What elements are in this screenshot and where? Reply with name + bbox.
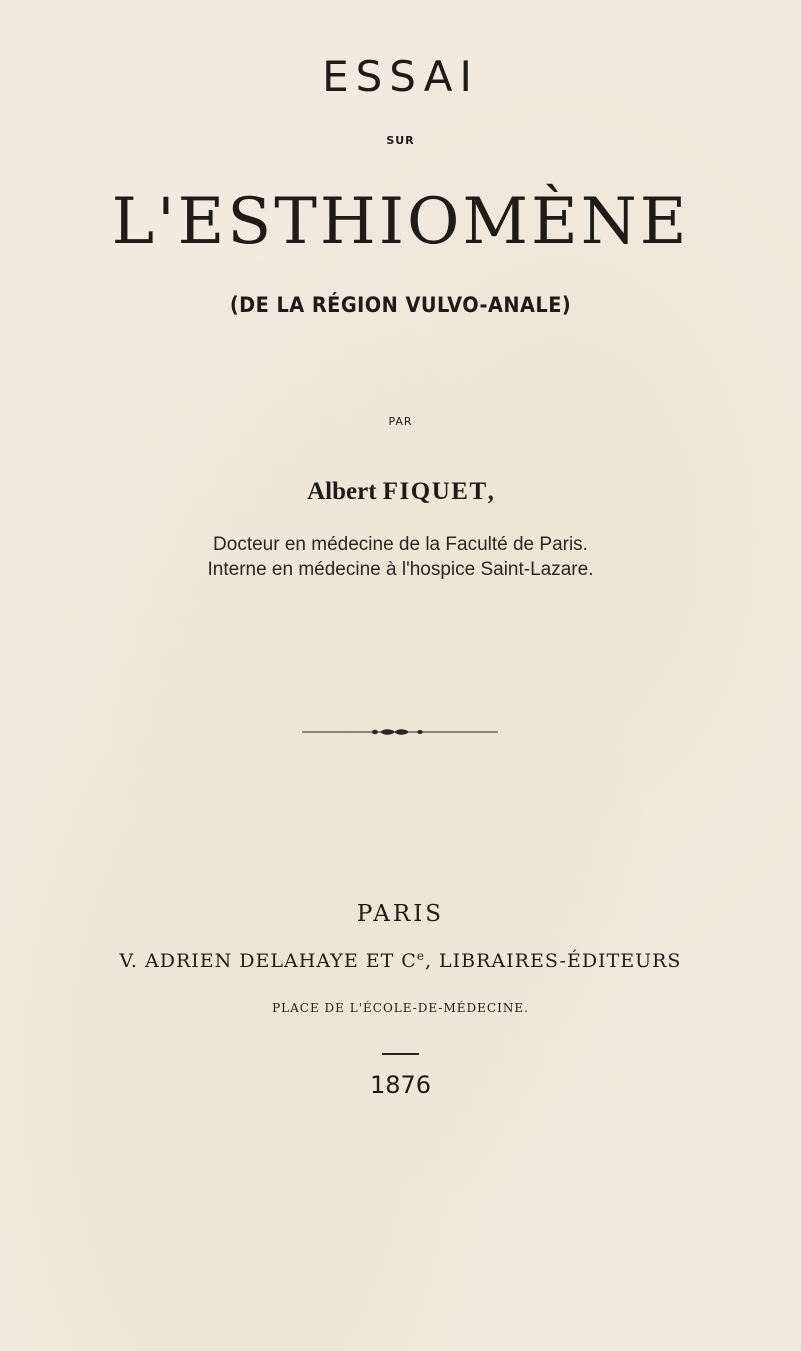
by-label: PAR	[388, 415, 413, 428]
author-trailing-comma: ,	[487, 478, 494, 505]
author-name	[0, 477, 801, 507]
title-sur: SUR	[386, 134, 415, 147]
publisher-role: , LIBRAIRES-ÉDITEURS	[424, 950, 682, 972]
main-title: L'ESTHIOMÈNE	[111, 185, 690, 259]
imprint-address: PLACE DE L'ÉCOLE-DE-MÉDECINE.	[272, 1001, 529, 1015]
imprint-publisher	[0, 949, 801, 973]
subtitle: (DE LA RÉGION VULVO-ANALE)	[229, 293, 572, 317]
author-given-name: Albert	[307, 478, 377, 505]
imprint-city: PARIS	[356, 901, 445, 927]
imprint-year: 1876	[369, 1071, 432, 1099]
publisher-superscript: e	[416, 949, 425, 963]
short-rule	[382, 1053, 419, 1055]
author-credential-intern: Interne en médecine à l'hospice Saint-Lazare.	[207, 559, 594, 580]
author-credential-doctor: Docteur en médecine de la Faculté de Paris.	[213, 534, 588, 555]
title-essai: ESSAI	[322, 52, 479, 101]
publisher-name: V. ADRIEN DELAHAYE ET C	[119, 950, 417, 972]
ornament-divider	[302, 725, 498, 739]
author-surname: FIQUET	[382, 478, 488, 505]
